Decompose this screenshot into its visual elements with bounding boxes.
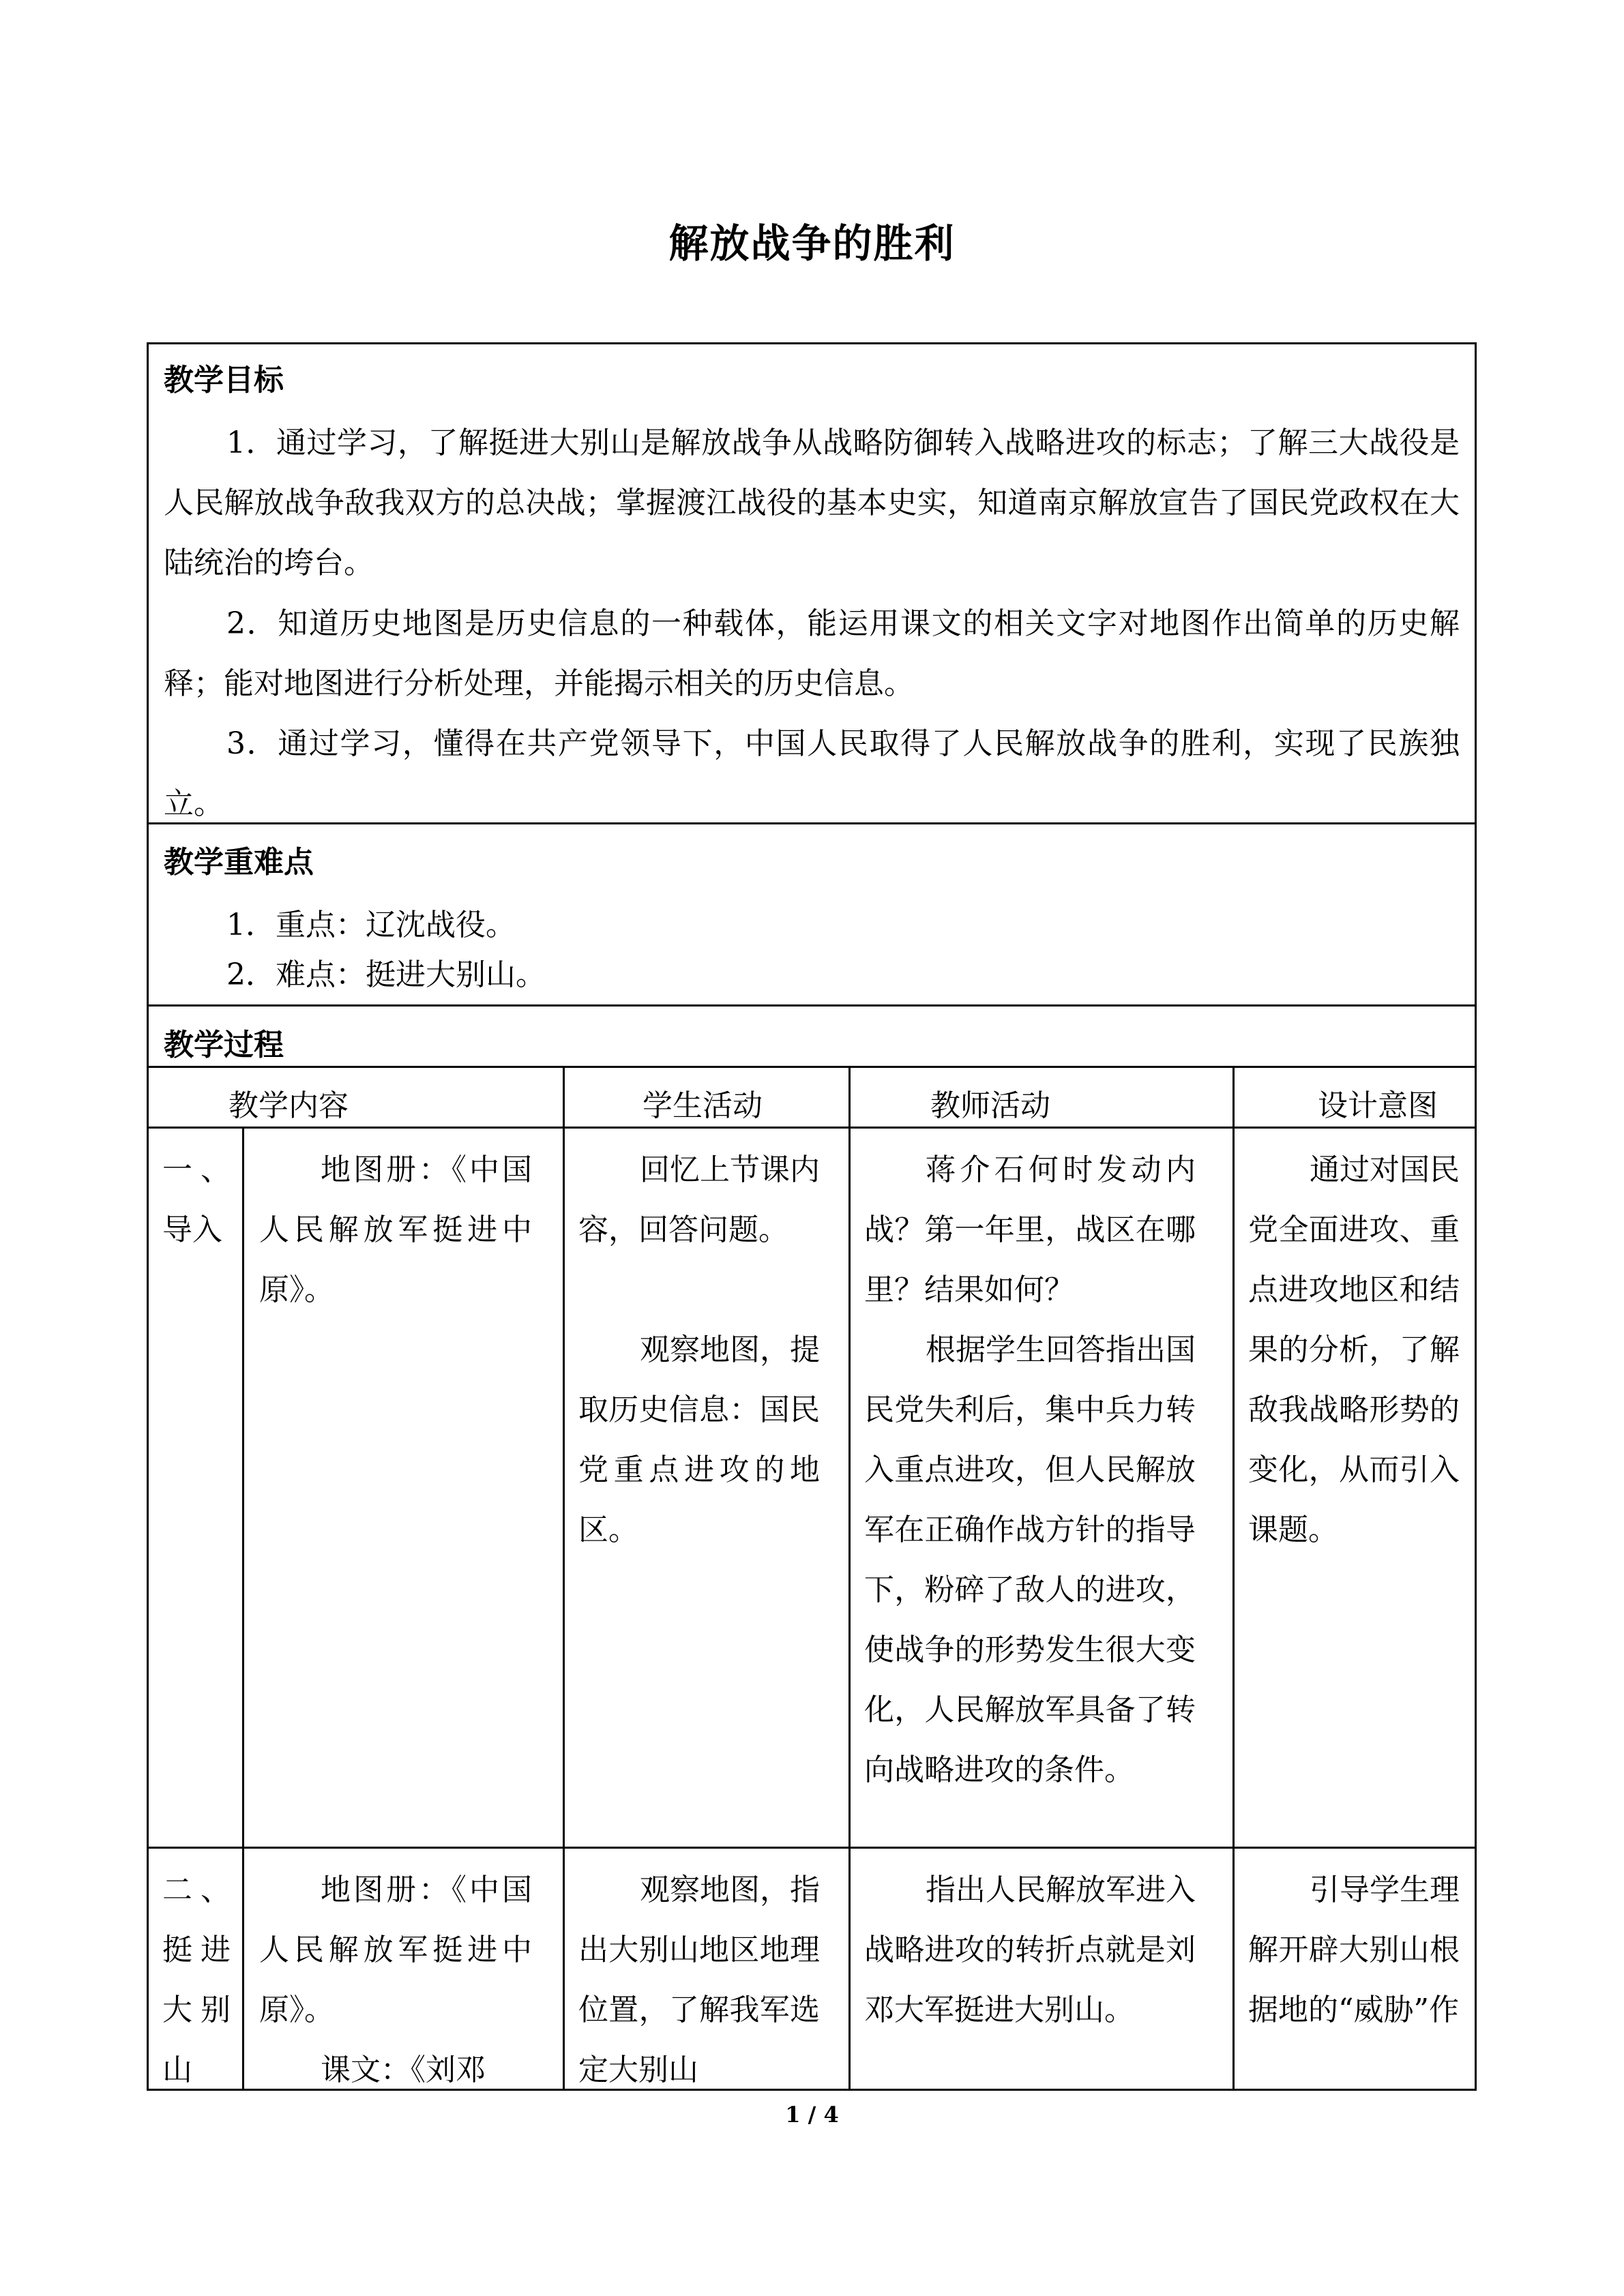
objective-2: 2．知道历史地图是历史信息的一种载体，能运用课文的相关文字对地图作出简单的历史解释；能对地图进行分析处理，并能揭示相关的历史信息。 xyxy=(164,606,1460,701)
column-header-content: 教学内容 xyxy=(228,1088,349,1123)
row-2-teacher: 指出人民解放军进入战略进攻的转折点就是刘邓大军挺进大别山。 xyxy=(864,1873,1196,2027)
column-header-intent: 设计意图 xyxy=(1318,1088,1438,1123)
column-divider xyxy=(563,1066,565,2091)
column-header-student: 学生活动 xyxy=(643,1088,763,1123)
key-points-heading: 教学重难点 xyxy=(164,845,314,880)
column-divider xyxy=(848,1066,851,2091)
page-number: 1 / 4 xyxy=(785,2102,839,2128)
column-header-teacher: 教师活动 xyxy=(930,1088,1050,1123)
key-point-2: 2．难点：挺进大别山。 xyxy=(226,957,546,992)
page-title: 解放战争的胜利 xyxy=(668,220,956,267)
column-divider xyxy=(1232,1066,1235,2091)
divider xyxy=(147,1004,1477,1007)
row-2-content-a: 地图册：《中国人民解放军挺进中原》。 xyxy=(259,1873,532,2027)
row-1-intent: 通过对国民党全面进攻、重点进攻地区和结果的分析，了解敌我战略形势的变化，从而引入课题。 xyxy=(1248,1152,1460,1547)
row-1-student-a: 回忆上节课内容，回答问题。 xyxy=(578,1152,820,1247)
divider xyxy=(147,1847,1477,1849)
row-2-content-b: 课文：《刘邓 xyxy=(321,2053,486,2087)
row-1-student-b: 观察地图，提取历史信息：国民党重点进攻的地区。 xyxy=(578,1332,820,1547)
objective-3: 3．通过学习，懂得在共产党领导下，中国人民取得了人民解放战争的胜利，实现了民族独立。 xyxy=(164,726,1460,821)
column-divider xyxy=(242,1127,244,2091)
process-heading: 教学过程 xyxy=(164,1028,284,1062)
objectives-heading: 教学目标 xyxy=(164,363,284,398)
row-1-section: 一、导入 xyxy=(162,1152,231,1247)
divider xyxy=(147,1127,1477,1129)
row-2-student: 观察地图，指出大别山地区地理位置，了解我军选定大别山 xyxy=(578,1873,820,2087)
row-1-teacher-b: 根据学生回答指出国民党失利后，集中兵力转入重点进攻，但人民解放军在正确作战方针的指导下，粉碎了敌人的进攻，使战争的形势发生很大变化，人民解放军具备了转向战略进攻的条件。 xyxy=(864,1332,1196,1787)
row-1-teacher-a: 蒋介石何时发动内战？第一年里，战区在哪里？结果如何？ xyxy=(864,1152,1196,1307)
row-2-intent: 引导学生理解开辟大别山根据地的“威胁”作 xyxy=(1248,1873,1460,2027)
row-2-section: 二、挺进大别山 xyxy=(162,1873,231,2085)
key-point-1: 1．重点：辽沈战役。 xyxy=(226,908,516,942)
divider xyxy=(147,1066,1477,1068)
objective-1: 1．通过学习，了解挺进大别山是解放战争从战略防御转入战略进攻的标志；了解三大战役是人民解放战争敌我双方的总决战；掌握渡江战役的基本史实，知道南京解放宣告了国民党政权在大陆统治的垮台。 xyxy=(164,426,1460,580)
row-1-content: 地图册：《中国人民解放军挺进中原》。 xyxy=(259,1152,532,1307)
